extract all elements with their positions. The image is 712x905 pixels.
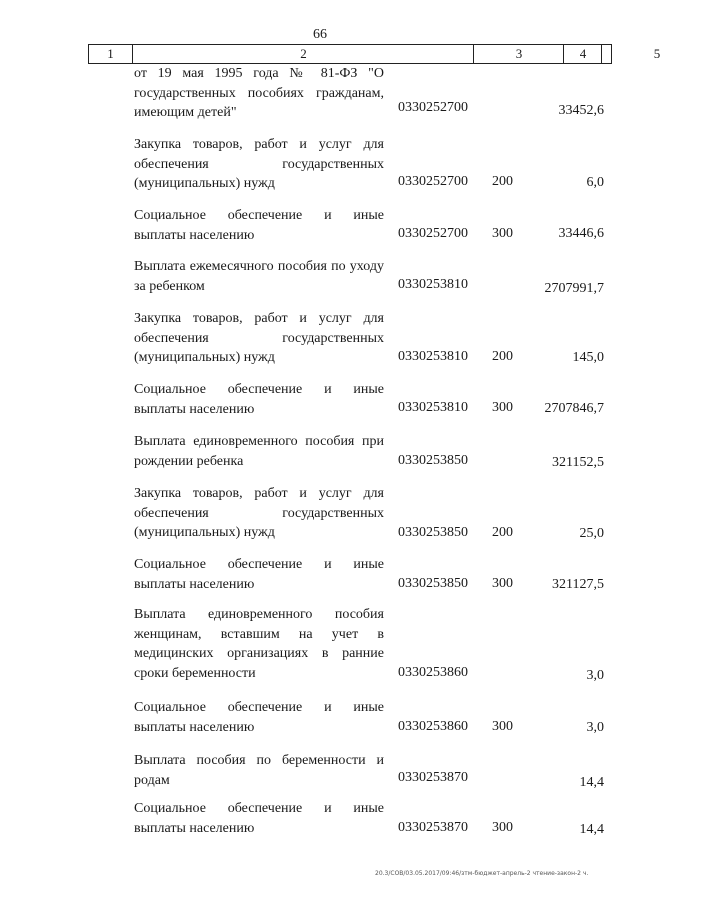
row-code: 0330253870 bbox=[398, 770, 468, 785]
row-amount: 33446,6 bbox=[558, 226, 604, 241]
row-description: Социальное обеспечение и иные выплаты населению bbox=[134, 801, 384, 836]
row-expense-type: 200 bbox=[492, 349, 513, 364]
row-description: Социальное обеспечение и иные выплаты населению bbox=[134, 208, 384, 243]
row-code: 0330253850 bbox=[398, 525, 468, 540]
row-amount: 2707846,7 bbox=[544, 401, 604, 416]
row-amount: 321127,5 bbox=[552, 577, 604, 592]
row-code: 0330252700 bbox=[398, 174, 468, 189]
header-col-4: 4 bbox=[563, 45, 602, 63]
header-col-5: 5 bbox=[601, 45, 712, 63]
row-code: 0330253850 bbox=[398, 453, 468, 468]
row-description: Закупка товаров, работ и услуг для обеспечения государственных (муниципальных) нужд bbox=[134, 137, 384, 191]
footer-stamp: 20.3/СОВ/03.05.2017/09:46/зтм-бюджет-апрель-2 чтение-закон-2 ч. bbox=[375, 870, 589, 877]
row-description: Закупка товаров, работ и услуг для обеспечения государственных (муниципальных) нужд bbox=[134, 311, 384, 365]
row-amount: 6,0 bbox=[586, 175, 604, 190]
row-description: Выплата пособия по беременности и родам bbox=[134, 753, 384, 788]
header-col-2: 2 bbox=[132, 45, 474, 63]
row-description: Выплата ежемесячного пособия по уходу за ребенком bbox=[134, 259, 384, 294]
row-amount: 145,0 bbox=[572, 350, 604, 365]
row-expense-type: 300 bbox=[492, 400, 513, 415]
row-description: Социальное обеспечение и иные выплаты населению bbox=[134, 382, 384, 417]
row-description: Выплата единовременного пособия женщинам, вставшим на учет в медицинских организациях в ранние сроки беременности bbox=[134, 607, 384, 681]
row-description: Закупка товаров, работ и услуг для обеспечения государственных (муниципальных) нужд bbox=[134, 486, 384, 540]
row-description: Социальное обеспечение и иные выплаты населению bbox=[134, 557, 384, 592]
row-amount: 14,4 bbox=[579, 775, 604, 790]
row-code: 0330252700 bbox=[398, 100, 468, 115]
row-code: 0330253810 bbox=[398, 400, 468, 415]
row-description: Выплата единовременного пособия при рождении ребенка bbox=[134, 434, 384, 469]
row-amount: 3,0 bbox=[586, 668, 604, 683]
row-code: 0330253810 bbox=[398, 277, 468, 292]
row-code: 0330252700 bbox=[398, 226, 468, 241]
row-expense-type: 200 bbox=[492, 174, 513, 189]
row-amount: 3,0 bbox=[586, 720, 604, 735]
row-expense-type: 300 bbox=[492, 820, 513, 835]
row-amount: 25,0 bbox=[579, 526, 604, 541]
row-code: 0330253810 bbox=[398, 349, 468, 364]
row-amount: 33452,6 bbox=[558, 103, 604, 118]
row-expense-type: 300 bbox=[492, 576, 513, 591]
header-col-1: 1 bbox=[107, 46, 114, 61]
row-amount: 321152,5 bbox=[552, 455, 604, 470]
row-amount: 14,4 bbox=[579, 822, 604, 837]
row-code: 0330253860 bbox=[398, 719, 468, 734]
row-expense-type: 200 bbox=[492, 525, 513, 540]
header-col-3: 3 bbox=[473, 45, 564, 63]
page-number: 66 bbox=[313, 27, 327, 42]
row-code: 0330253850 bbox=[398, 576, 468, 591]
row-expense-type: 300 bbox=[492, 719, 513, 734]
row-description: от 19 мая 1995 года № 81-ФЗ "О государственных пособиях гражданам, имеющим детей" bbox=[134, 66, 384, 120]
row-description: Социальное обеспечение и иные выплаты населению bbox=[134, 700, 384, 735]
row-code: 0330253870 bbox=[398, 820, 468, 835]
table-header bbox=[88, 44, 661, 64]
row-expense-type: 300 bbox=[492, 226, 513, 241]
row-code: 0330253860 bbox=[398, 665, 468, 680]
row-amount: 2707991,7 bbox=[544, 281, 604, 296]
